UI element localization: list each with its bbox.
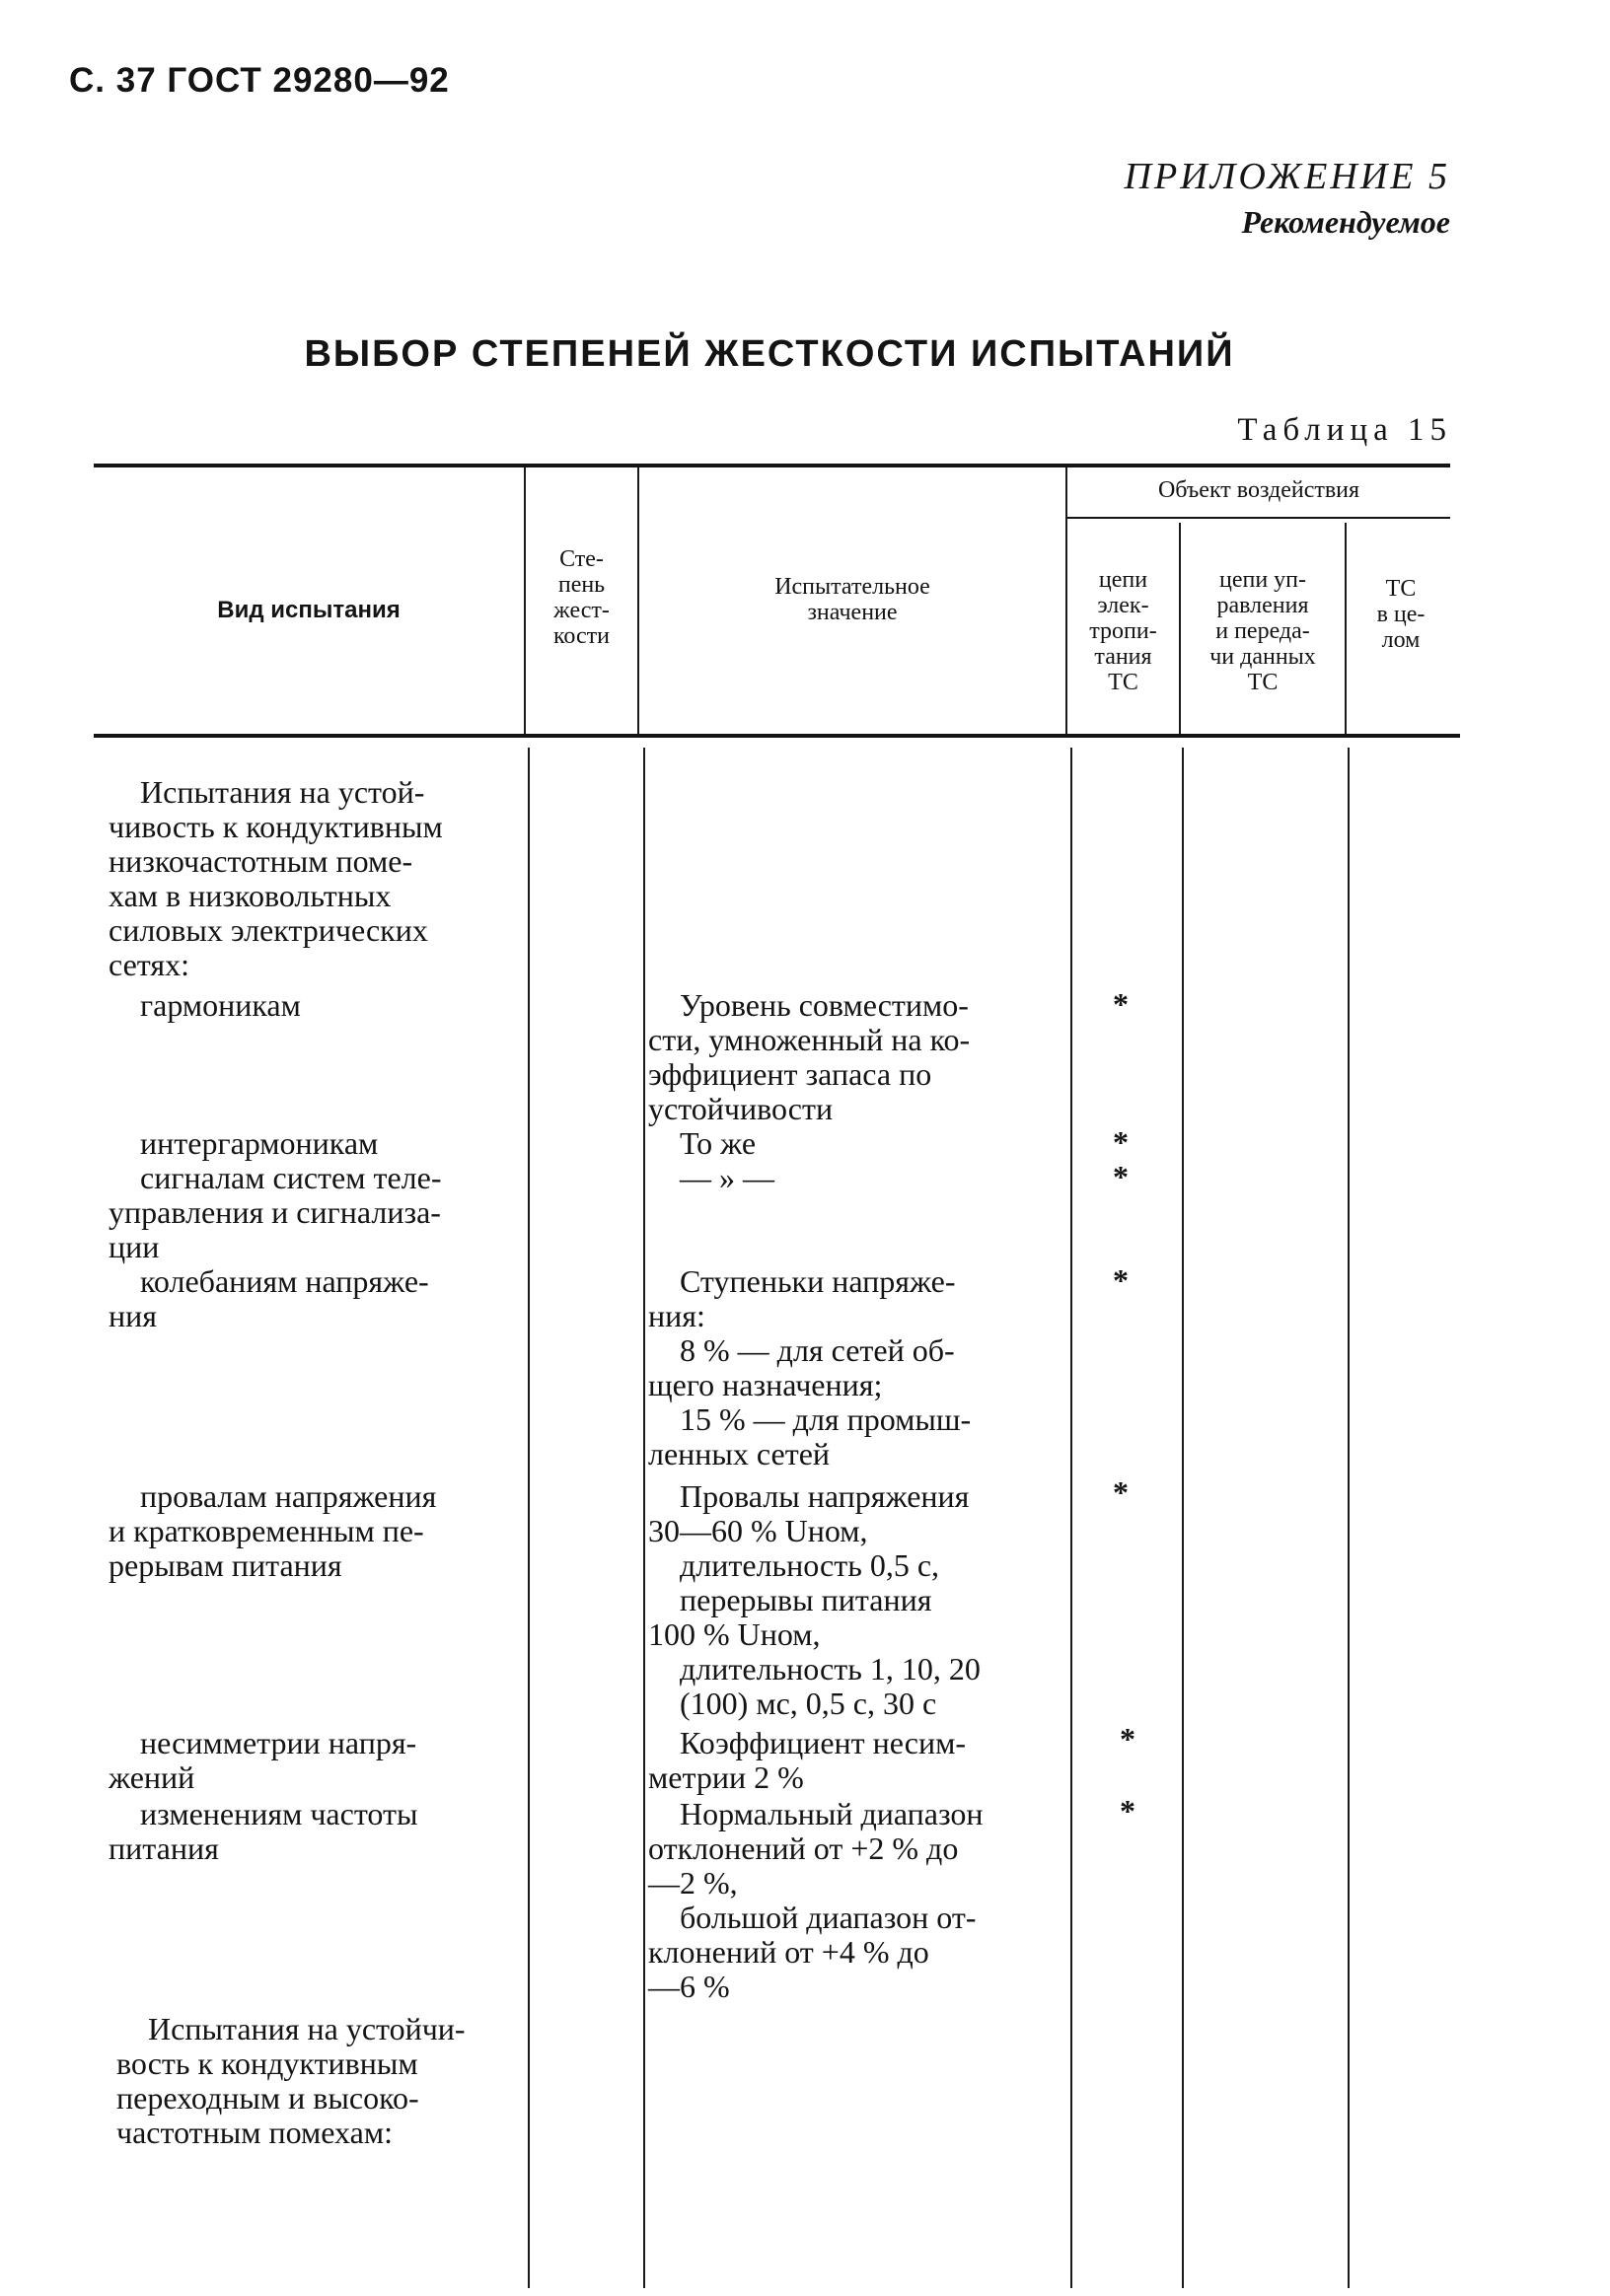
body-divider [1182,748,1184,2288]
applicability-mark: * [1113,1159,1129,1194]
body-divider [1348,748,1350,2288]
document-title: ВЫБОР СТЕПЕНЕЙ ЖЕСТКОСТИ ИСПЫТАНИЙ [304,333,1235,375]
header-test-value: Испытательное значение [774,574,930,625]
section-title: Испытания на устойчи- вость к кондуктивным переходным и высоко- частотным помехам: [116,2011,466,2150]
header-bottom-rule [94,734,1460,738]
row-name: гармоникам [140,987,301,1023]
applicability-mark: * [1113,986,1129,1022]
table-label: Таблица 15 [1237,412,1452,448]
row-name: провалам напряжения и кратковременным пе- рерывам питания [109,1478,437,1583]
row-value: Провалы напряжения 30—60 % Uном, длительность 0,5 с, перерывы питания 100 % Uном, длительность 1, 10, 20 (100) мс, 0,5 с, 30 с [648,1478,981,1721]
header-test-type: Вид испытания [217,597,401,623]
header-control-circuits: цепи уп- равления и переда- чи данных ТС [1209,567,1316,695]
applicability-mark: * [1113,1474,1129,1510]
applicability-mark: * [1120,1721,1135,1757]
row-value: Уровень совместимо- сти, умноженный на ко- эффициент запаса по устойчивости [648,987,971,1126]
header-object-group: Объект воздействия [1157,477,1360,503]
appendix-subtitle: Рекомендуемое [1241,204,1450,240]
body-divider [643,748,645,2288]
applicability-mark: * [1113,1262,1129,1298]
row-name: сигналам систем теле- управления и сигнализа- ции [109,1160,442,1264]
applicability-mark: * [1113,1124,1129,1160]
row-value: Ступеньки напряже- ния: 8 % — для сетей об- щего назначения; 15 % — для промыш- ленных сетей [648,1263,972,1471]
header-power-circuits: цепи элек- тропи- тания ТС [1089,567,1157,695]
appendix-block [1125,155,1450,241]
header-whole: ТС в це- лом [1376,576,1426,653]
row-value: Нормальный диапазон отклонений от +2 % до —2 %, большой диапазон от- клонений от +4 % до —6 % [648,1796,984,2004]
appendix-title: ПРИЛОЖЕНИЕ 5 [1124,156,1450,197]
header-severity: Сте- пень жест- кости [552,546,611,649]
body-divider [1070,748,1072,2288]
applicability-mark: * [1120,1793,1135,1829]
row-name: интергармоникам [140,1125,379,1161]
row-value: — » — [680,1160,774,1195]
row-value: Коэффициент несим- метрии 2 % [648,1725,967,1795]
row-name: колебаниям напряже- ния [109,1263,429,1333]
page-header: С. 37 ГОСТ 29280—92 [69,61,450,100]
section-title: Испытания на устой- чивость к кондуктивным низкочастотным поме- хам в низковольтных силовых электрических сетях: [109,774,443,982]
row-value: То же [680,1125,757,1161]
row-name: несимметрии напря- жений [109,1725,417,1795]
table-top-rule [94,464,1450,467]
object-group-rule [1067,517,1450,519]
row-name: изменениям частоты питания [109,1796,418,1866]
